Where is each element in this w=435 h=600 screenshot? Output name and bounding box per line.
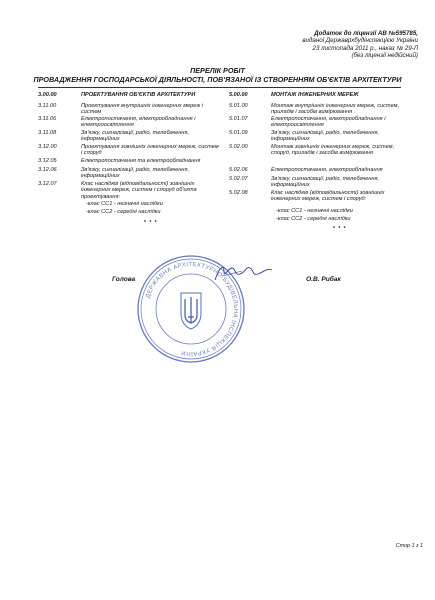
left-item-text: Проектування внутрішніх інженерних мереж і систем — [81, 103, 203, 116]
left-item-code: 3.11.08 — [38, 130, 57, 136]
left-item-text: Електропостачання, електрообладнання і електроосвітлення — [81, 116, 196, 129]
top-rule — [38, 87, 401, 88]
right-dots: * * * — [333, 226, 347, 232]
right-item-text: Зв'язку, сигналізації, радіо, телебачення, інформаційних — [271, 176, 380, 189]
left-item-code: 3.12.00 — [38, 144, 57, 150]
right-item-text: Монтаж внутрішніх інженерних мереж, систем, приладів і засобів вимірювання — [271, 103, 400, 116]
right-item-text: Клас наслідків (відповідальності) зовнішніх інженерних мереж, систем і споруд: — [271, 190, 385, 203]
trident-emblem — [181, 293, 201, 329]
signatory-name: О.В. Рибак — [306, 276, 341, 283]
right-item-code: 5.01.09 — [229, 130, 248, 136]
license-date: 23 листопада 2011 р., наказ № 29-Л — [312, 44, 418, 52]
left-item-text: Клас наслідків (відповідальності) зовнішніх інженерних мереж, систем і споруд об'єкта проектування: — [81, 181, 197, 200]
right-item-code: 5.02.07 — [229, 176, 248, 182]
left-section-heading: ПРОЕКТУВАННЯ ОБ'ЄКТІВ АРХІТЕКТУРИ — [81, 92, 196, 98]
left-section-code: 3.00.00 — [38, 92, 57, 98]
left-item-text: Електропостачання та електрообладнання — [81, 158, 201, 164]
right-item-text: Зв'язку, сигналізації, радіо, телебачення, інформаційних — [271, 130, 380, 143]
right-class-cc1: -клас СС1 - незначні наслідки — [276, 208, 353, 214]
doc-subtitle: ПРОВАДЖЕННЯ ГОСПОДАРСЬКОЇ ДІЯЛЬНОСТІ, ПОВ'ЯЗАНОЇ ІЗ СТВОРЕННЯМ ОБ'ЄКТІВ АРХІТЕКТУРИ — [33, 75, 402, 84]
left-item-code: 3.11.06 — [38, 116, 57, 122]
license-issuer: виданої Державрхбудінспекцією України — [302, 37, 418, 45]
right-item-code: 5.01.07 — [229, 116, 248, 122]
license-note: (без ліцензії недійсний) — [351, 51, 418, 59]
left-item-text: Зв'язку, сигналізації, радіо, телебачення, інформаційних — [81, 130, 190, 143]
right-item-text: Монтаж зовнішніх інженерних мереж, систем, споруд, приладів і засобів вимірювання — [271, 144, 395, 157]
right-section-heading: МОНТАЖ ІНЖЕНЕРНИХ МЕРЕЖ — [271, 92, 359, 98]
right-item-text: Електропостачання, електрообладнання і електроосвітлення — [271, 116, 386, 129]
left-item-code: 3.12.06 — [38, 167, 57, 173]
page-number: Стор 1 з 1 — [395, 543, 423, 549]
right-item-code: 5.02.00 — [229, 144, 248, 150]
handwritten-signature — [212, 262, 276, 284]
right-section-code: 5.00.00 — [229, 92, 248, 98]
stamp-text: ДЕРЖАВНА АРХІТЕКТУРНО-БУДІВЕЛЬНА ІНСПЕКЦІЯ УКРАЇНИ — [145, 261, 239, 357]
right-item-code: 5.02.06 — [229, 167, 248, 173]
doc-title: ПЕРЕЛІК РОБІТ — [190, 66, 245, 75]
left-class-cc2: -клас СС2 - середні наслідки — [86, 209, 161, 215]
right-item-code: 5.01.00 — [229, 103, 248, 109]
right-item-code: 5.02.08 — [229, 190, 248, 196]
left-dots: * * * — [144, 220, 158, 226]
left-item-text: Проектування зовнішніх інженерних мереж, систем і споруд — [81, 144, 219, 157]
left-item-code: 3.12.05 — [38, 158, 57, 164]
left-item-text: Зв'язку, сигналізації, радіо, телебачення, інформаційних — [81, 167, 190, 180]
license-header — [302, 30, 418, 59]
license-number: Додаток до ліцензії АВ №595785, — [314, 30, 418, 37]
right-class-cc2: -клас СС2 - середні наслідки — [276, 216, 351, 222]
right-item-text: Електропостачання, електрообладнання — [271, 167, 383, 173]
signatory-role: Голова — [112, 276, 136, 283]
left-item-code: 3.11.00 — [38, 103, 57, 109]
left-class-cc1: -клас СС1 - незначні наслідки — [86, 201, 163, 207]
left-item-code: 3.12.07 — [38, 181, 57, 187]
